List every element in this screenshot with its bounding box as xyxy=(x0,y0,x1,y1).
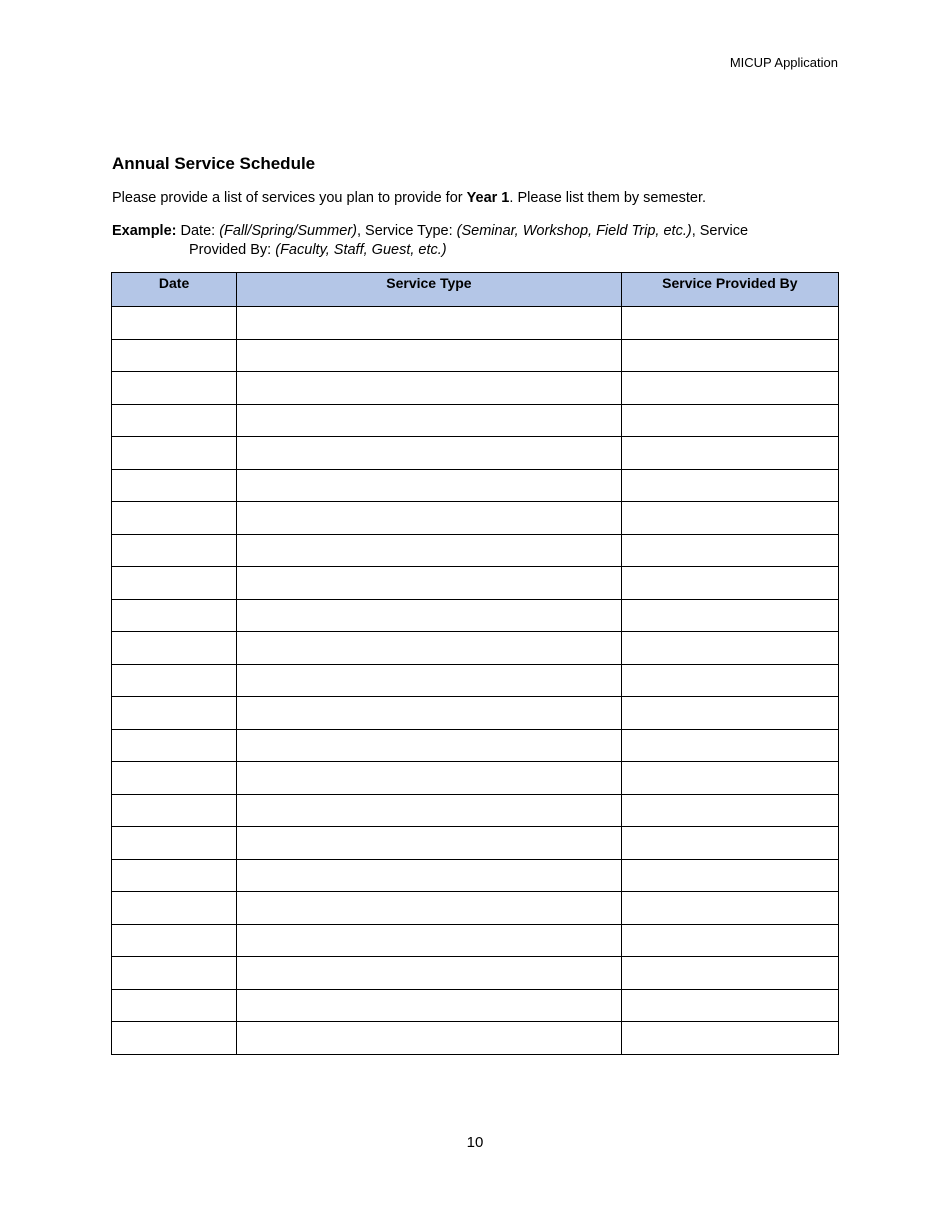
example-label: Example: xyxy=(112,223,177,239)
table-row xyxy=(112,664,839,697)
table-row xyxy=(112,827,839,860)
service-provided-by-cell[interactable] xyxy=(621,762,838,795)
example-type-value: (Seminar, Workshop, Field Trip, etc.) xyxy=(456,223,692,239)
intro-after: . Please list them by semester. xyxy=(509,190,707,206)
date-cell[interactable] xyxy=(112,1022,237,1055)
date-cell[interactable] xyxy=(112,729,237,762)
table-row xyxy=(112,307,839,340)
service-provided-by-cell[interactable] xyxy=(621,859,838,892)
service-provided-by-cell[interactable] xyxy=(621,892,838,925)
table-row xyxy=(112,957,839,990)
date-cell[interactable] xyxy=(112,762,237,795)
date-cell[interactable] xyxy=(112,307,237,340)
table-row xyxy=(112,404,839,437)
service-type-cell[interactable] xyxy=(237,957,622,990)
date-cell[interactable] xyxy=(112,989,237,1022)
service-type-cell[interactable] xyxy=(237,892,622,925)
table-row xyxy=(112,567,839,600)
service-provided-by-cell[interactable] xyxy=(621,534,838,567)
date-cell[interactable] xyxy=(112,437,237,470)
intro-text xyxy=(112,190,842,206)
service-type-cell[interactable] xyxy=(237,437,622,470)
service-provided-by-cell[interactable] xyxy=(621,664,838,697)
service-type-cell[interactable] xyxy=(237,827,622,860)
running-header: MICUP Application xyxy=(729,55,838,70)
column-header-date: Date xyxy=(112,273,237,307)
service-provided-by-cell[interactable] xyxy=(621,502,838,535)
date-cell[interactable] xyxy=(112,599,237,632)
service-provided-by-cell[interactable] xyxy=(621,567,838,600)
table-row xyxy=(112,339,839,372)
service-provided-by-cell[interactable] xyxy=(621,632,838,665)
table-row xyxy=(112,1022,839,1055)
date-cell[interactable] xyxy=(112,794,237,827)
table-row xyxy=(112,437,839,470)
date-cell[interactable] xyxy=(112,859,237,892)
date-cell[interactable] xyxy=(112,534,237,567)
page-number: 10 xyxy=(466,1134,484,1151)
intro-before: Please provide a list of services you plan to provide for xyxy=(112,190,467,206)
date-cell[interactable] xyxy=(112,827,237,860)
example-by-label-1: , Service xyxy=(691,223,749,239)
service-provided-by-cell[interactable] xyxy=(621,957,838,990)
table-row xyxy=(112,762,839,795)
table-row xyxy=(112,534,839,567)
service-provided-by-cell[interactable] xyxy=(621,469,838,502)
service-provided-by-cell[interactable] xyxy=(621,372,838,405)
service-type-cell[interactable] xyxy=(237,859,622,892)
service-type-cell[interactable] xyxy=(237,794,622,827)
example-date-value: (Fall/Spring/Summer) xyxy=(219,223,357,239)
service-type-cell[interactable] xyxy=(237,989,622,1022)
date-cell[interactable] xyxy=(112,697,237,730)
service-type-cell[interactable] xyxy=(237,697,622,730)
table-row xyxy=(112,989,839,1022)
service-provided-by-cell[interactable] xyxy=(621,924,838,957)
service-type-cell[interactable] xyxy=(237,599,622,632)
table-body xyxy=(112,307,839,1055)
service-provided-by-cell[interactable] xyxy=(621,404,838,437)
example-by-value: (Faculty, Staff, Guest, etc.) xyxy=(275,242,447,258)
table-row xyxy=(112,924,839,957)
example-by-label-2: Provided By: xyxy=(189,242,276,258)
service-type-cell[interactable] xyxy=(237,632,622,665)
service-type-cell[interactable] xyxy=(237,469,622,502)
service-provided-by-cell[interactable] xyxy=(621,599,838,632)
service-type-cell[interactable] xyxy=(237,924,622,957)
date-cell[interactable] xyxy=(112,404,237,437)
date-cell[interactable] xyxy=(112,664,237,697)
column-header-service-type: Service Type xyxy=(237,273,622,307)
date-cell[interactable] xyxy=(112,339,237,372)
service-type-cell[interactable] xyxy=(237,307,622,340)
service-type-cell[interactable] xyxy=(237,729,622,762)
section-title: Annual Service Schedule xyxy=(112,154,316,173)
table-row xyxy=(112,632,839,665)
table-row xyxy=(112,599,839,632)
date-cell[interactable] xyxy=(112,892,237,925)
service-type-cell[interactable] xyxy=(237,502,622,535)
date-cell[interactable] xyxy=(112,372,237,405)
service-provided-by-cell[interactable] xyxy=(621,307,838,340)
service-type-cell[interactable] xyxy=(237,372,622,405)
intro-year: Year 1 xyxy=(466,190,510,206)
service-schedule-table xyxy=(111,272,839,1055)
date-cell[interactable] xyxy=(112,502,237,535)
date-cell[interactable] xyxy=(112,957,237,990)
table-row xyxy=(112,859,839,892)
service-provided-by-cell[interactable] xyxy=(621,989,838,1022)
service-type-cell[interactable] xyxy=(237,664,622,697)
table-header-row xyxy=(112,273,839,307)
service-provided-by-cell[interactable] xyxy=(621,437,838,470)
service-provided-by-cell[interactable] xyxy=(621,827,838,860)
service-type-cell[interactable] xyxy=(237,339,622,372)
table-row xyxy=(112,372,839,405)
date-cell[interactable] xyxy=(112,469,237,502)
example-type-label: , Service Type: xyxy=(356,223,457,239)
table-row xyxy=(112,502,839,535)
service-type-cell[interactable] xyxy=(237,534,622,567)
table-row xyxy=(112,794,839,827)
service-type-cell[interactable] xyxy=(237,567,622,600)
service-type-cell[interactable] xyxy=(237,762,622,795)
example-continuation xyxy=(112,241,838,260)
date-cell[interactable] xyxy=(112,632,237,665)
service-provided-by-cell[interactable] xyxy=(621,794,838,827)
service-type-cell[interactable] xyxy=(237,404,622,437)
date-cell[interactable] xyxy=(112,567,237,600)
date-cell[interactable] xyxy=(112,924,237,957)
service-provided-by-cell[interactable] xyxy=(621,697,838,730)
service-provided-by-cell[interactable] xyxy=(621,1022,838,1055)
service-type-cell[interactable] xyxy=(237,1022,622,1055)
example-text xyxy=(112,222,838,260)
table-row xyxy=(112,892,839,925)
table-row xyxy=(112,729,839,762)
column-header-service-provided-by: Service Provided By xyxy=(621,273,838,307)
table-row xyxy=(112,697,839,730)
example-date-label: Date: xyxy=(176,223,220,239)
table-row xyxy=(112,469,839,502)
service-provided-by-cell[interactable] xyxy=(621,339,838,372)
service-provided-by-cell[interactable] xyxy=(621,729,838,762)
